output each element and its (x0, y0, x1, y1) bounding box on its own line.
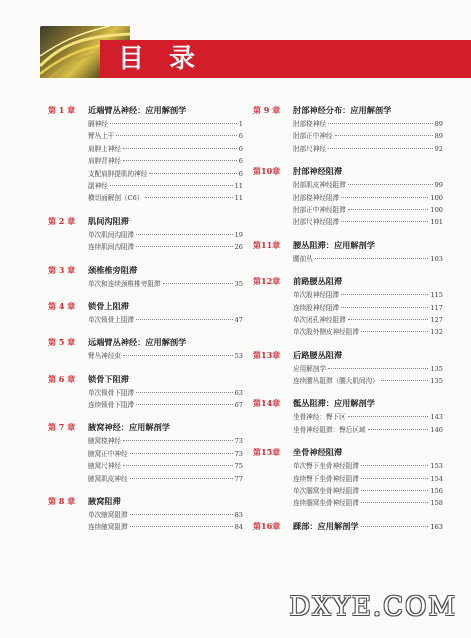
entry-title: 单次锁骨下阻滞 (88, 388, 135, 397)
leader-dots (163, 283, 233, 284)
leader-dots (136, 392, 232, 393)
entry-page-number: 135 (430, 377, 443, 386)
toc-entry[interactable] (88, 143, 243, 155)
entry-page-number: 143 (430, 413, 443, 422)
entry-page-number: 100 (430, 205, 443, 214)
leader-dots (130, 478, 233, 479)
toc-entry[interactable] (293, 143, 443, 155)
toc-entry[interactable] (293, 118, 443, 130)
entry-page-number: 75 (234, 462, 243, 471)
chapter-page-number: 163 (430, 522, 443, 531)
entry-page-number: 89 (434, 120, 443, 128)
chapter-heading[interactable] (48, 265, 243, 278)
toc-entry[interactable] (293, 375, 443, 387)
chapter-heading[interactable] (253, 350, 443, 363)
entry-title: 连续臀下坐骨神经阻滞 (293, 474, 359, 483)
entry-page-number: 26 (234, 243, 243, 252)
chapter-heading[interactable] (253, 447, 443, 460)
toc-chapter (253, 276, 443, 339)
toc-entry[interactable] (293, 179, 443, 191)
entry-title: 肘部桡神经 (293, 120, 326, 128)
chapter-title: 骶丛阻滞：应用解剖学 (293, 398, 375, 409)
chapter-heading[interactable] (253, 166, 443, 179)
chapter-title: 踝部：应用解剖学 (293, 520, 359, 531)
chapter-number: 第 7 章 (48, 422, 76, 433)
chapter-heading[interactable] (253, 521, 443, 534)
entry-page-number: 63 (234, 388, 243, 397)
leader-dots (361, 331, 428, 332)
chapter-heading[interactable] (253, 240, 443, 253)
chapter-heading[interactable] (48, 105, 243, 118)
entry-page-number: 77 (234, 474, 243, 483)
entry-page-number: 83 (234, 511, 243, 520)
toc-entry[interactable] (88, 473, 243, 485)
chapter-number: 第11章 (253, 239, 281, 250)
chapter-number: 第15章 (253, 447, 281, 458)
leader-dots (123, 440, 233, 441)
entry-page-number: 103 (430, 254, 443, 263)
entry-page-number: 6 (238, 169, 243, 178)
chapter-title: 颈椎椎旁阻滞 (88, 264, 138, 275)
entry-title: 肘部尺神经阻滞 (293, 218, 340, 227)
leader-dots (123, 355, 233, 356)
chapter-heading[interactable] (48, 337, 243, 350)
entry-title: 臂丛上干 (88, 132, 115, 141)
entry-title: 腋窝尺神经 (88, 462, 121, 471)
toc-chapter (48, 301, 243, 326)
toc-chapter (48, 105, 243, 205)
toc-entry[interactable] (88, 448, 243, 460)
leader-dots (368, 429, 429, 430)
entry-title: 单次股外侧皮神经阻滞 (293, 328, 359, 337)
chapter-title: 肘部神经分布：应用解剖学 (293, 105, 392, 115)
entry-title: 肩胛背神经 (88, 157, 121, 166)
entry-title: 单次腘窝坐骨神经阻滞 (293, 487, 359, 496)
entry-title: 单次腋窝阻滞 (88, 511, 128, 520)
chapter-number: 第 6 章 (48, 373, 76, 384)
chapter-title: 肘部神经阻滞 (293, 166, 343, 177)
leader-dots (328, 123, 433, 124)
entry-title: 连续腋窝阻滞 (88, 523, 128, 532)
entry-title: 单次肌间沟阻滞 (88, 230, 135, 239)
entry-title: 腰前丛 (293, 254, 313, 263)
toc-entry[interactable] (293, 326, 443, 338)
entry-title: 腋窝正中神经 (88, 449, 128, 458)
entry-title: 肘部正中神经阻滞 (293, 205, 346, 214)
entry-title: 腋窝桡神经 (88, 437, 121, 446)
toc-chapter (48, 422, 243, 485)
leader-dots (381, 380, 429, 381)
toc-entry[interactable] (88, 241, 243, 253)
leader-dots (315, 258, 429, 259)
chapter-title: 腰丛阻滞：应用解剖学 (293, 239, 375, 250)
entry-page-number: 89 (434, 132, 443, 141)
leader-dots (136, 246, 232, 247)
toc-entry[interactable] (293, 411, 443, 423)
page-title: 目 录 (118, 44, 204, 74)
entry-page-number: 146 (430, 425, 443, 434)
leader-dots (145, 197, 232, 198)
chapter-heading[interactable] (253, 398, 443, 411)
entry-title: 肘部桡神经阻滞 (293, 193, 340, 202)
entry-page-number: 73 (234, 437, 243, 446)
entry-page-number: 35 (234, 279, 243, 288)
entry-page-number: 153 (430, 462, 443, 471)
toc-entry[interactable] (293, 363, 443, 375)
entry-title: 单次锁骨上阻滞 (88, 315, 135, 324)
toc-chapter (253, 521, 443, 534)
toc-entry[interactable] (293, 424, 443, 436)
chapter-title: 锁骨上阻滞 (88, 300, 129, 311)
chapter-number: 第 8 章 (48, 496, 76, 507)
leader-dots (130, 526, 233, 527)
entry-title: 连续腘窝坐骨神经阻滞 (293, 499, 359, 508)
entry-page-number: 115 (430, 291, 443, 300)
toc-entry[interactable] (293, 485, 443, 497)
toc-entry[interactable] (293, 289, 443, 301)
toc-chapter (48, 337, 243, 362)
leader-dots (361, 526, 429, 527)
toc-entry[interactable] (293, 302, 443, 314)
entry-title: 横切面解剖（C6） (88, 194, 144, 203)
entry-page-number: 53 (234, 352, 243, 361)
leader-dots (110, 123, 237, 124)
leader-dots (348, 209, 429, 210)
entry-title: 坐骨神经：臀下区 (293, 413, 346, 422)
chapter-number: 第12章 (253, 276, 281, 287)
chapter-number: 第 4 章 (48, 300, 76, 311)
entry-title: 单次闭孔神经阻滞 (293, 315, 346, 324)
leader-dots (361, 465, 428, 466)
entry-title: 连续股神经阻滞 (293, 303, 340, 312)
entry-page-number: 67 (234, 401, 243, 410)
chapter-number: 第 5 章 (48, 337, 76, 348)
leader-dots (348, 184, 433, 185)
entry-page-number: 6 (238, 144, 243, 153)
leader-dots (348, 416, 429, 417)
entry-title: 肘部尺神经 (293, 144, 326, 153)
toc-entry[interactable] (88, 521, 243, 533)
entry-page-number: 101 (430, 218, 443, 227)
entry-page-number: 47 (234, 315, 243, 324)
entry-page-number: 99 (434, 181, 443, 190)
chapter-number: 第13章 (253, 349, 281, 360)
leader-dots (149, 173, 236, 174)
chapter-title: 锁骨下阻滞 (88, 373, 129, 384)
toc-entry[interactable] (293, 216, 443, 228)
entry-title: 连续锁骨下阻滞 (88, 401, 135, 410)
leader-dots (328, 148, 433, 149)
entry-title: 支配肩胛提肌的神经 (88, 169, 148, 178)
chapter-number: 第 3 章 (48, 264, 76, 275)
toc-entry[interactable] (293, 130, 443, 142)
chapter-number: 第14章 (253, 398, 281, 409)
leader-dots (110, 185, 233, 186)
chapter-number: 第 1 章 (48, 105, 76, 115)
leader-dots (123, 465, 233, 466)
toc-entry[interactable] (88, 509, 243, 521)
entry-page-number: 100 (430, 193, 443, 202)
entry-page-number: 117 (430, 303, 443, 312)
chapter-heading[interactable] (253, 105, 443, 118)
leader-dots (361, 502, 428, 503)
entry-page-number: 11 (234, 194, 243, 203)
toc-chapter (253, 447, 443, 510)
toc-entry[interactable] (293, 460, 443, 472)
leader-dots (130, 514, 233, 515)
entry-page-number: 84 (234, 523, 243, 532)
chapter-number: 第 2 章 (48, 215, 76, 226)
toc-chapter (48, 374, 243, 412)
toc-entry[interactable] (88, 229, 243, 241)
leader-dots (361, 490, 428, 491)
toc-chapter (253, 166, 443, 229)
entry-page-number: 156 (430, 487, 443, 496)
leader-dots (116, 135, 236, 136)
chapter-heading[interactable] (253, 276, 443, 289)
toc-entry[interactable] (88, 168, 243, 180)
entry-title: 肩胛上神经 (88, 144, 121, 153)
chapter-heading[interactable] (48, 301, 243, 314)
toc-entry[interactable] (88, 460, 243, 472)
toc-chapter (48, 216, 243, 254)
entry-title: 臂丛神经束 (88, 352, 121, 361)
entry-page-number: 73 (234, 449, 243, 458)
entry-title: 单次臀下坐骨神经阻滞 (293, 462, 359, 471)
entry-page-number: 135 (430, 364, 443, 373)
entry-page-number: 11 (234, 181, 243, 190)
leader-dots (123, 160, 237, 161)
toc-entry[interactable] (88, 387, 243, 399)
entry-title: 应用解剖学 (293, 364, 326, 373)
leader-dots (348, 319, 429, 320)
leader-dots (341, 307, 428, 308)
entry-page-number: 92 (434, 144, 443, 153)
entry-title: 膈神经 (88, 120, 108, 128)
toc-chapter (253, 398, 443, 436)
entry-page-number: 19 (234, 230, 243, 239)
leader-dots (130, 453, 233, 454)
chapter-heading[interactable] (48, 216, 243, 229)
leader-dots (341, 221, 428, 222)
watermark: DXYE.COM (289, 592, 457, 622)
entry-title: 坐骨神经阻滞：臀后区域 (293, 425, 366, 434)
leader-dots (361, 478, 428, 479)
chapter-heading[interactable] (48, 422, 243, 435)
toc-entry[interactable] (293, 204, 443, 216)
chapter-heading[interactable] (48, 374, 243, 387)
chapter-title: 腋窝阻滞 (88, 496, 121, 507)
leader-dots (136, 234, 232, 235)
toc-chapter (253, 350, 443, 388)
toc-entry[interactable] (88, 278, 243, 290)
entry-title: 腋窝肌皮神经 (88, 474, 128, 483)
entry-page-number: 154 (430, 474, 443, 483)
entry-page-number: 158 (430, 499, 443, 508)
toc-entry[interactable] (88, 180, 243, 192)
toc-entry[interactable] (88, 130, 243, 142)
toc-entry[interactable] (88, 192, 243, 204)
chapter-number: 第16章 (253, 520, 281, 531)
toc-entry[interactable] (88, 435, 243, 447)
leader-dots (123, 148, 237, 149)
chapter-title: 近端臂丛神经：应用解剖学 (88, 105, 187, 115)
entry-title: 单次股神经阻滞 (293, 291, 340, 300)
entry-title: 连续腰丛阻滞（腰大肌间沟） (293, 377, 379, 386)
toc-entry[interactable] (293, 497, 443, 509)
leader-dots (136, 404, 232, 405)
chapter-title: 肌间沟阻滞 (88, 215, 129, 226)
toc-left-column (48, 105, 243, 545)
entry-page-number: 6 (238, 157, 243, 166)
chapter-title: 后路腰丛阻滞 (293, 349, 343, 360)
chapter-title: 远端臂丛神经：应用解剖学 (88, 337, 187, 348)
toc-entry[interactable] (293, 253, 443, 265)
toc-entry[interactable] (293, 473, 443, 485)
leader-dots (341, 197, 428, 198)
leader-dots (328, 368, 428, 369)
leader-dots (136, 319, 232, 320)
toc-entry[interactable] (88, 350, 243, 362)
entry-page-number: 127 (430, 315, 443, 324)
toc-entry[interactable] (88, 118, 243, 130)
chapter-number: 第10章 (253, 166, 281, 177)
toc-chapter (48, 265, 243, 290)
toc-entry[interactable] (88, 399, 243, 411)
entry-title: 肘部正中神经 (293, 132, 333, 141)
toc-chapter (48, 496, 243, 534)
toc-entry[interactable] (293, 314, 443, 326)
toc-entry[interactable] (88, 314, 243, 326)
leader-dots (341, 294, 428, 295)
entry-title: 肘部肌皮神经阻滞 (293, 181, 346, 190)
entry-title: 副神经 (88, 181, 108, 190)
toc-chapter (253, 240, 443, 265)
toc-entry[interactable] (293, 192, 443, 204)
leader-dots (335, 135, 433, 136)
chapter-title: 腋窝神经：应用解剖学 (88, 422, 170, 433)
entry-page-number: 1 (238, 120, 243, 128)
entry-title: 连续肌间沟阻滞 (88, 243, 135, 252)
entry-title: 单次和连续颈椎椎旁阻滞 (88, 279, 161, 288)
chapter-heading[interactable] (48, 496, 243, 509)
chapter-title: 前路腰丛阻滞 (293, 276, 343, 287)
toc-right-column (253, 105, 443, 545)
chapter-title: 坐骨神经阻滞 (293, 447, 343, 458)
toc-entry[interactable] (88, 155, 243, 167)
entry-page-number: 132 (430, 328, 443, 337)
toc-chapter (253, 105, 443, 155)
entry-page-number: 6 (238, 132, 243, 141)
chapter-number: 第 9 章 (253, 105, 281, 115)
